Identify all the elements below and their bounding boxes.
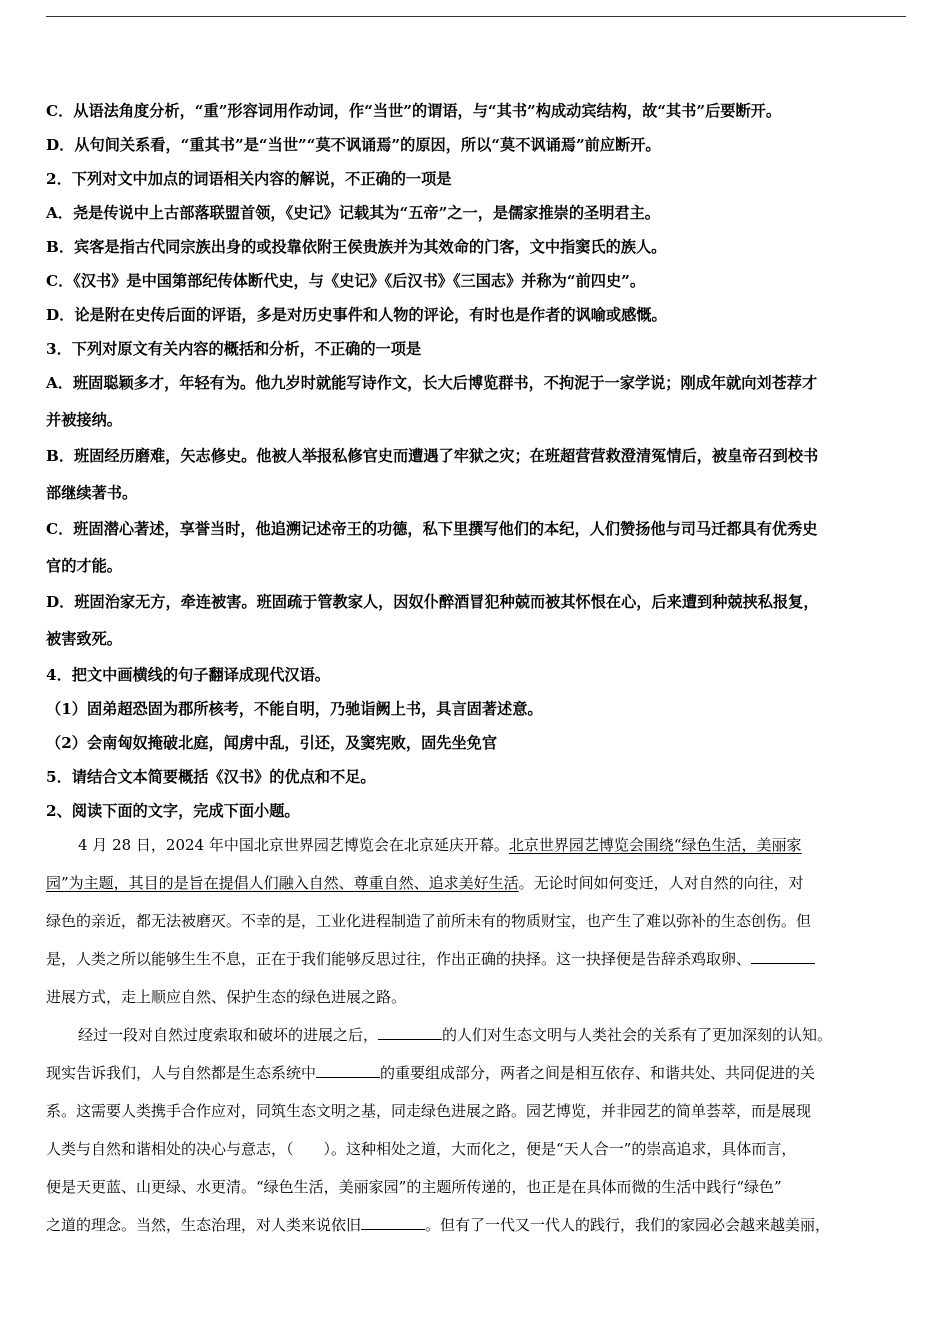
- q2-option-c: C．《汉书》是中国第部纪传体断代史，与《史记》《后汉书》《三国志》并称为“前四史”。: [46, 272, 646, 290]
- q3-option-b-line2: 部继续著书。: [46, 484, 138, 502]
- question-4: 4．把文中画横线的句子翻译成现代汉语。: [46, 666, 330, 684]
- passage-p2-line2: [46, 1060, 908, 1098]
- passage-p2-line6: [46, 1212, 908, 1250]
- fill-blank: [751, 949, 815, 964]
- passage-text: 。无论时间如何变迁，人对自然的向往，对: [518, 874, 804, 892]
- passage-text: 现实告诉我们，人与自然都是生态系统中: [46, 1064, 317, 1082]
- q4-item-1: （1）固弟超恐固为郡所核考，不能自明，乃驰诣阙上书，具言固著述意。: [46, 700, 543, 718]
- passage-text: 是，人类之所以能够生生不息，正在于我们能够反思过往，作出正确的抉择。这一抉择便是告辞杀鸡取卵、: [46, 950, 752, 968]
- q2-option-d: D．论是附在史传后面的评语，多是对历史事件和人物的评论，有时也是作者的讽喻或感慨。: [46, 306, 667, 324]
- passage-text: 之道的理念。当然，生态治理，对人类来说依旧: [46, 1216, 362, 1234]
- question-2: 2．下列对文中加点的词语相关内容的解说，不正确的一项是: [46, 170, 452, 188]
- passage-p2-line5: 便是天更蓝、山更绿、水更清。“绿色生活，美丽家园”的主题所传递的，也正是在具体而微的生活中践行“绿色”: [46, 1178, 782, 1196]
- passage-p2-line3: 系。这需要人类携手合作应对，同筑生态文明之基，同走绿色进展之路。园艺博览，并非园艺的简单荟萃，而是展现: [46, 1102, 812, 1120]
- passage-p2-line1: [46, 1022, 908, 1060]
- fill-blank: [361, 1215, 425, 1230]
- q3-option-c-line2: 官的才能。: [46, 557, 122, 575]
- q3-option-b-line1: B．班固经历磨难，矢志修史。他被人举报私修官史而遭遇了牢狱之灾；在班超营营救澄清冤情后，被皇帝召到校书: [46, 447, 819, 465]
- passage-p1-line3: 绿色的亲近，都无法被磨灭。不幸的是，工业化进程制造了前所未有的物质财宝，也产生了难以弥补的生态创伤。但: [46, 912, 812, 930]
- passage-text: 4 月 28 日，2024 年中国北京世界园艺博览会在北京延庆开幕。: [78, 836, 509, 854]
- q3-option-d-line2: 被害致死。: [46, 630, 122, 648]
- q1-option-d: D．从句间关系看，“重其书”是“当世”“莫不讽诵焉”的原因，所以“莫不讽诵焉”前应断开。: [46, 136, 661, 154]
- question-3: 3．下列对原文有关内容的概括和分析，不正确的一项是: [46, 340, 422, 358]
- passage-text: 的人们对生态文明与人类社会的关系有了更加深刻的认知。: [442, 1026, 833, 1044]
- question-5: 5．请结合文本简要概括《汉书》的优点和不足。: [46, 768, 376, 786]
- reading-passage: [46, 832, 908, 1250]
- q3-option-a-line1: A．班固聪颖多才，年轻有为。他九岁时就能写诗作文，长大后博览群书，不拘泥于一家学说；刚成年就向刘苍荐才: [46, 374, 818, 392]
- passage-text: 的重要组成部分，两者之间是相互依存、和谐共处、共同促进的关: [380, 1064, 816, 1082]
- header-rule: [46, 16, 906, 17]
- document-body: [46, 98, 908, 1250]
- q4-item-2: （2）会南匈奴掩破北庭，闻虏中乱，引还，及窦宪败，固先坐免官: [46, 734, 498, 752]
- passage-p2-line4: 人类与自然和谐相处的决心与意志，（ ）。这种相处之道，大而化之，便是“天人合一”的崇高追求，具体而言，: [46, 1140, 797, 1158]
- passage-text: 。但有了一代又一代人的践行，我们的家园必会越来越美丽，: [425, 1216, 831, 1234]
- section-2-heading: 2、阅读下面的文字，完成下面小题。: [46, 802, 300, 820]
- q3-option-c-line1: C．班固潜心著述，享誉当时，他追溯记述帝王的功德，私下里撰写他们的本纪，人们赞扬他与司马迁都具有优秀史: [46, 520, 818, 538]
- q3-option-d-line1: D．班固治家无方，牵连被害。班固疏于管教家人，因奴仆醉酒冒犯种兢而被其怀恨在心，后来遭到种兢挟私报复，: [46, 593, 819, 611]
- q1-option-c: C．从语法角度分析，“重”形容词用作动词，作“当世”的谓语，与“其书”构成动宾结构，故“其书”后要断开。: [46, 102, 782, 120]
- fill-blank: [378, 1025, 442, 1040]
- q2-option-a: A．尧是传说中上古部落联盟首领，《史记》记载其为“五帝”之一，是儒家推崇的圣明君主。: [46, 204, 660, 222]
- passage-text: 经过一段对自然过度索取和破坏的进展之后，: [78, 1026, 379, 1044]
- passage-p1-line5: 进展方式，走上顺应自然、保护生态的绿色进展之路。: [46, 988, 407, 1006]
- passage-p1-line4: [46, 946, 908, 984]
- q3-option-a-line2: 并被接纳。: [46, 411, 122, 429]
- passage-p1-line2: [46, 870, 908, 908]
- underlined-sentence: 园”为主题，其目的是旨在提倡人们融入自然、尊重自然、追求美好生活: [46, 874, 519, 892]
- passage-p1-line1: [46, 832, 908, 870]
- fill-blank: [316, 1063, 380, 1078]
- q2-option-b: B．宾客是指古代同宗族出身的或投靠依附王侯贵族并为其效命的门客，文中指窦氏的族人。: [46, 238, 667, 256]
- underlined-sentence: 北京世界园艺博览会围绕“绿色生活，美丽家: [508, 836, 802, 854]
